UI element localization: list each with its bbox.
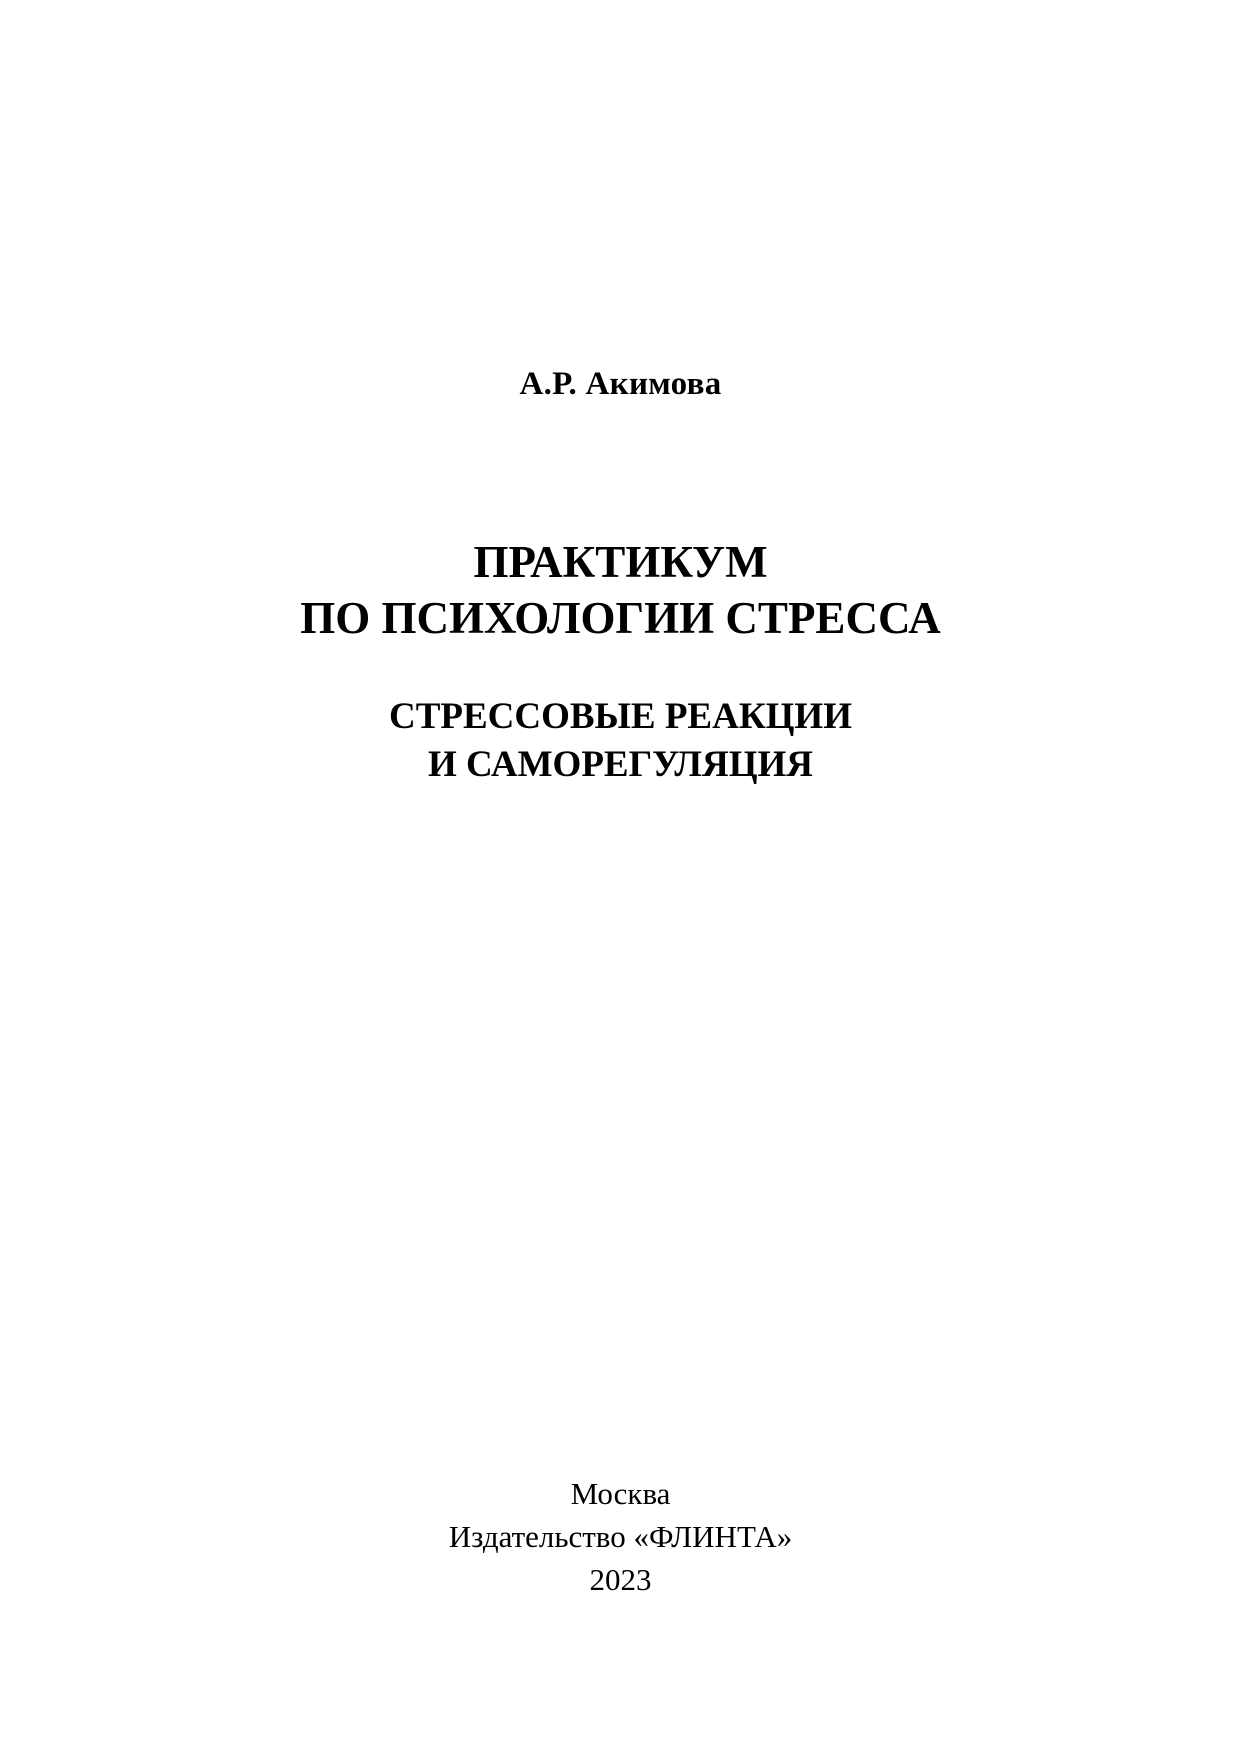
imprint-publisher: Издательство «ФЛИНТА» — [448, 1519, 793, 1554]
book-title-line-2: ПО ПСИХОЛОГИИ СТРЕССА — [300, 593, 941, 643]
imprint-city: Москва — [570, 1476, 671, 1511]
book-title-line-1: ПРАКТИКУМ — [473, 537, 768, 587]
book-subtitle-line-2: И САМОРЕГУЛЯЦИЯ — [428, 744, 813, 785]
imprint-year: 2023 — [589, 1562, 652, 1597]
author-name: А.Р. Акимова — [519, 366, 722, 402]
book-subtitle-line-1: СТРЕССОВЫЕ РЕАКЦИИ — [388, 696, 852, 737]
